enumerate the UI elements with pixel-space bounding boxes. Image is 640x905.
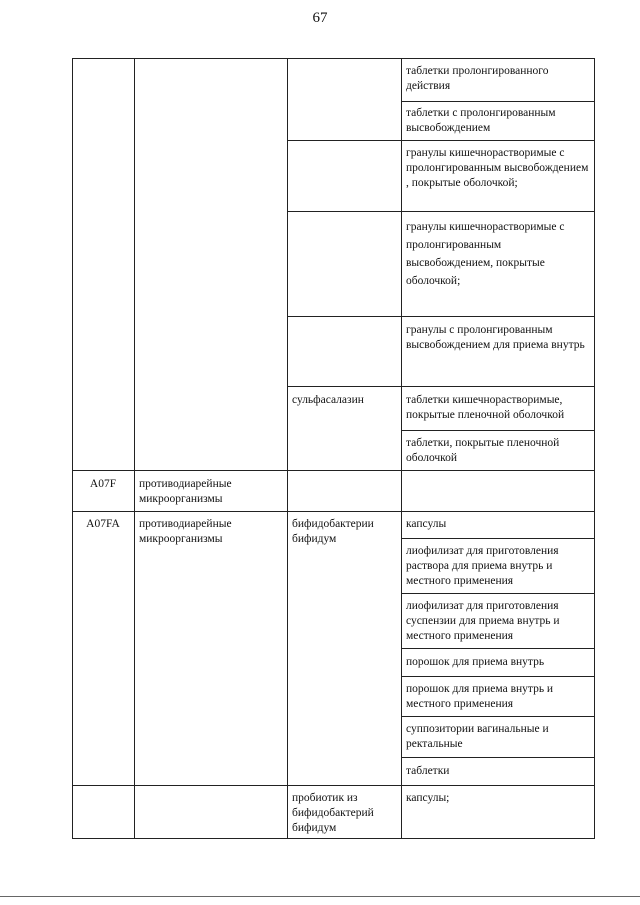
dosage-form-cell: гранулы с пролонгированным высвобождением для приема внутрь: [406, 324, 585, 351]
table-hline: [401, 101, 595, 102]
table-hline: [72, 470, 595, 471]
atc-name-cell: противодиарейные микроорганизмы: [139, 478, 232, 505]
table-hline: [72, 785, 595, 786]
dosage-form-cell: таблетки: [406, 765, 450, 777]
dosage-form-cell: таблетки пролонгированного действия: [406, 65, 549, 92]
table-hline: [401, 757, 595, 758]
dosage-form-cell: таблетки с пролонгированным высвобождением: [406, 107, 556, 134]
table-vline: [401, 58, 402, 839]
table-hline: [401, 648, 595, 649]
table-vline: [594, 58, 595, 839]
table-hline: [401, 538, 595, 539]
table-hline: [401, 716, 595, 717]
table-hline: [72, 511, 595, 512]
table-hline: [72, 838, 595, 839]
dosage-form-cell: порошок для приема внутрь и местного применения: [406, 683, 554, 710]
table-hline: [401, 430, 595, 431]
page-number: 67: [312, 10, 328, 26]
dosage-form-cell: гранулы кишечнорастворимые с пролонгированным высвобождением , покрытые оболочкой;: [406, 147, 589, 189]
atc-code-cell: A07FA: [86, 518, 120, 530]
dosage-form-cell: лиофилизат для приготовления суспензии для приема внутрь и местного применения: [406, 600, 560, 642]
table-hline: [287, 211, 595, 212]
dosage-form-cell: капсулы: [406, 518, 447, 530]
dosage-form-cell: суппозитории вагинальные и ректальные: [406, 723, 549, 750]
drug-name-cell: пробиотик из бифидобактерий бифидум: [292, 792, 374, 834]
table-vline: [134, 58, 135, 839]
drug-name-cell: бифидобактерии бифидум: [292, 518, 374, 545]
table-hline: [287, 316, 595, 317]
table-vline: [287, 58, 288, 839]
table-hline: [72, 58, 595, 59]
dosage-form-cell: лиофилизат для приготовления раствора для приема внутрь и местного применения: [406, 545, 559, 587]
page-bottom-rule: [0, 896, 640, 897]
dosage-form-cell: таблетки кишечнорастворимые, покрытые пленочной оболочкой: [406, 394, 565, 421]
dosage-form-cell: гранулы кишечнорастворимые с пролонгированным высвобождением, покрытые оболочкой;: [406, 221, 565, 287]
dosage-form-cell: капсулы;: [406, 792, 450, 804]
table-hline: [401, 676, 595, 677]
table-hline: [287, 386, 595, 387]
dosage-form-cell: порошок для приема внутрь: [406, 656, 545, 668]
table-hline: [401, 593, 595, 594]
dosage-form-cell: таблетки, покрытые пленочной оболочкой: [406, 437, 560, 464]
table-vline: [72, 58, 73, 839]
atc-code-cell: A07F: [89, 478, 117, 490]
table-hline: [287, 140, 595, 141]
atc-name-cell: противодиарейные микроорганизмы: [139, 518, 232, 545]
drug-name-cell: сульфасалазин: [292, 394, 364, 406]
